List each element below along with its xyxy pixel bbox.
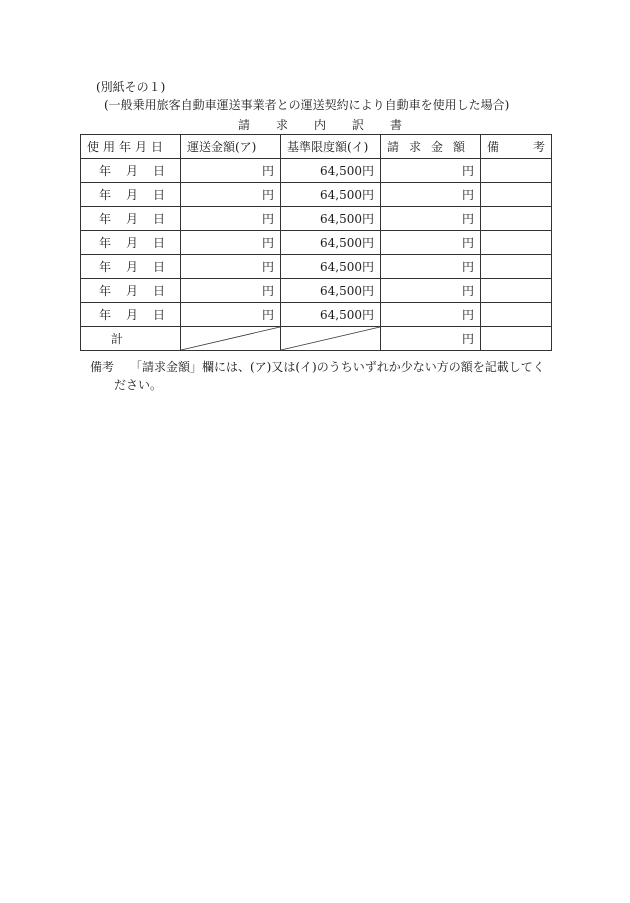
claim-amount-cell[interactable]: 円 <box>381 231 481 255</box>
limit-amount-cell: 64,500円 <box>281 303 381 327</box>
claim-amount-cell[interactable]: 円 <box>381 159 481 183</box>
usage-date-cell[interactable]: 年月日 <box>81 159 181 183</box>
limit-amount-cell: 64,500円 <box>281 279 381 303</box>
diagonal-slash <box>281 327 380 350</box>
note-text-continued: ださい。 <box>114 378 163 392</box>
usage-date-cell[interactable]: 年月日 <box>81 279 181 303</box>
usage-date-cell[interactable]: 年月日 <box>81 303 181 327</box>
claim-amount-cell[interactable]: 円 <box>381 207 481 231</box>
table-row <box>81 231 552 255</box>
header-fare-amount: 運送金額(ア) <box>181 135 281 159</box>
fare-total-slashed-cell <box>181 327 281 351</box>
notes-cell[interactable] <box>481 231 552 255</box>
notes-cell[interactable] <box>481 279 552 303</box>
header-usage-date: 使用年月日 <box>81 135 181 159</box>
limit-amount-cell: 64,500円 <box>281 183 381 207</box>
table-row <box>81 303 552 327</box>
note-label: 備考 <box>90 360 115 374</box>
limit-amount-cell: 64,500円 <box>281 231 381 255</box>
total-row <box>81 327 552 351</box>
claim-amount-cell[interactable]: 円 <box>381 183 481 207</box>
notes-cell[interactable] <box>481 255 552 279</box>
table-row <box>81 207 552 231</box>
fare-amount-cell[interactable]: 円 <box>181 183 281 207</box>
table-row <box>81 255 552 279</box>
table-row <box>81 279 552 303</box>
limit-total-slashed-cell <box>281 327 381 351</box>
total-label: 計 <box>81 327 181 351</box>
notes-cell[interactable] <box>481 183 552 207</box>
usage-date-cell[interactable]: 年月日 <box>81 207 181 231</box>
header-claim-amount: 請求金額 <box>381 135 481 159</box>
document-subtitle: (一般乗用旅客自動車運送事業者との運送契約により自動車を使用した場合) <box>104 98 510 112</box>
header-notes: 備考 <box>481 135 552 159</box>
table-header-row <box>81 135 552 159</box>
fare-amount-cell[interactable]: 円 <box>181 279 281 303</box>
fare-amount-cell[interactable]: 円 <box>181 207 281 231</box>
table-row <box>81 159 552 183</box>
fare-amount-cell[interactable]: 円 <box>181 159 281 183</box>
usage-date-cell[interactable]: 年月日 <box>81 183 181 207</box>
notes-total-cell <box>481 327 552 351</box>
limit-amount-cell: 64,500円 <box>281 255 381 279</box>
usage-date-cell[interactable]: 年月日 <box>81 231 181 255</box>
claim-breakdown-table <box>80 134 580 351</box>
header-limit-amount: 基準限度額(イ) <box>281 135 381 159</box>
fare-amount-cell[interactable]: 円 <box>181 255 281 279</box>
notes-cell[interactable] <box>481 159 552 183</box>
notes-cell[interactable] <box>481 303 552 327</box>
notes-cell[interactable] <box>481 207 552 231</box>
document-title: 請求内訳書 <box>238 118 429 132</box>
note-text: 「請求金額」欄には、(ア)又は(イ)のうちいずれか少ない方の額を記載してく <box>130 360 545 374</box>
claim-amount-cell[interactable]: 円 <box>381 255 481 279</box>
limit-amount-cell: 64,500円 <box>281 159 381 183</box>
fare-amount-cell[interactable]: 円 <box>181 231 281 255</box>
limit-amount-cell: 64,500円 <box>281 207 381 231</box>
claim-total-cell[interactable]: 円 <box>381 327 481 351</box>
diagonal-slash <box>181 327 280 350</box>
fare-amount-cell[interactable]: 円 <box>181 303 281 327</box>
usage-date-cell[interactable]: 年月日 <box>81 255 181 279</box>
appendix-label: (別紙その１) <box>96 80 166 94</box>
claim-amount-cell[interactable]: 円 <box>381 279 481 303</box>
table-row <box>81 183 552 207</box>
claim-amount-cell[interactable]: 円 <box>381 303 481 327</box>
